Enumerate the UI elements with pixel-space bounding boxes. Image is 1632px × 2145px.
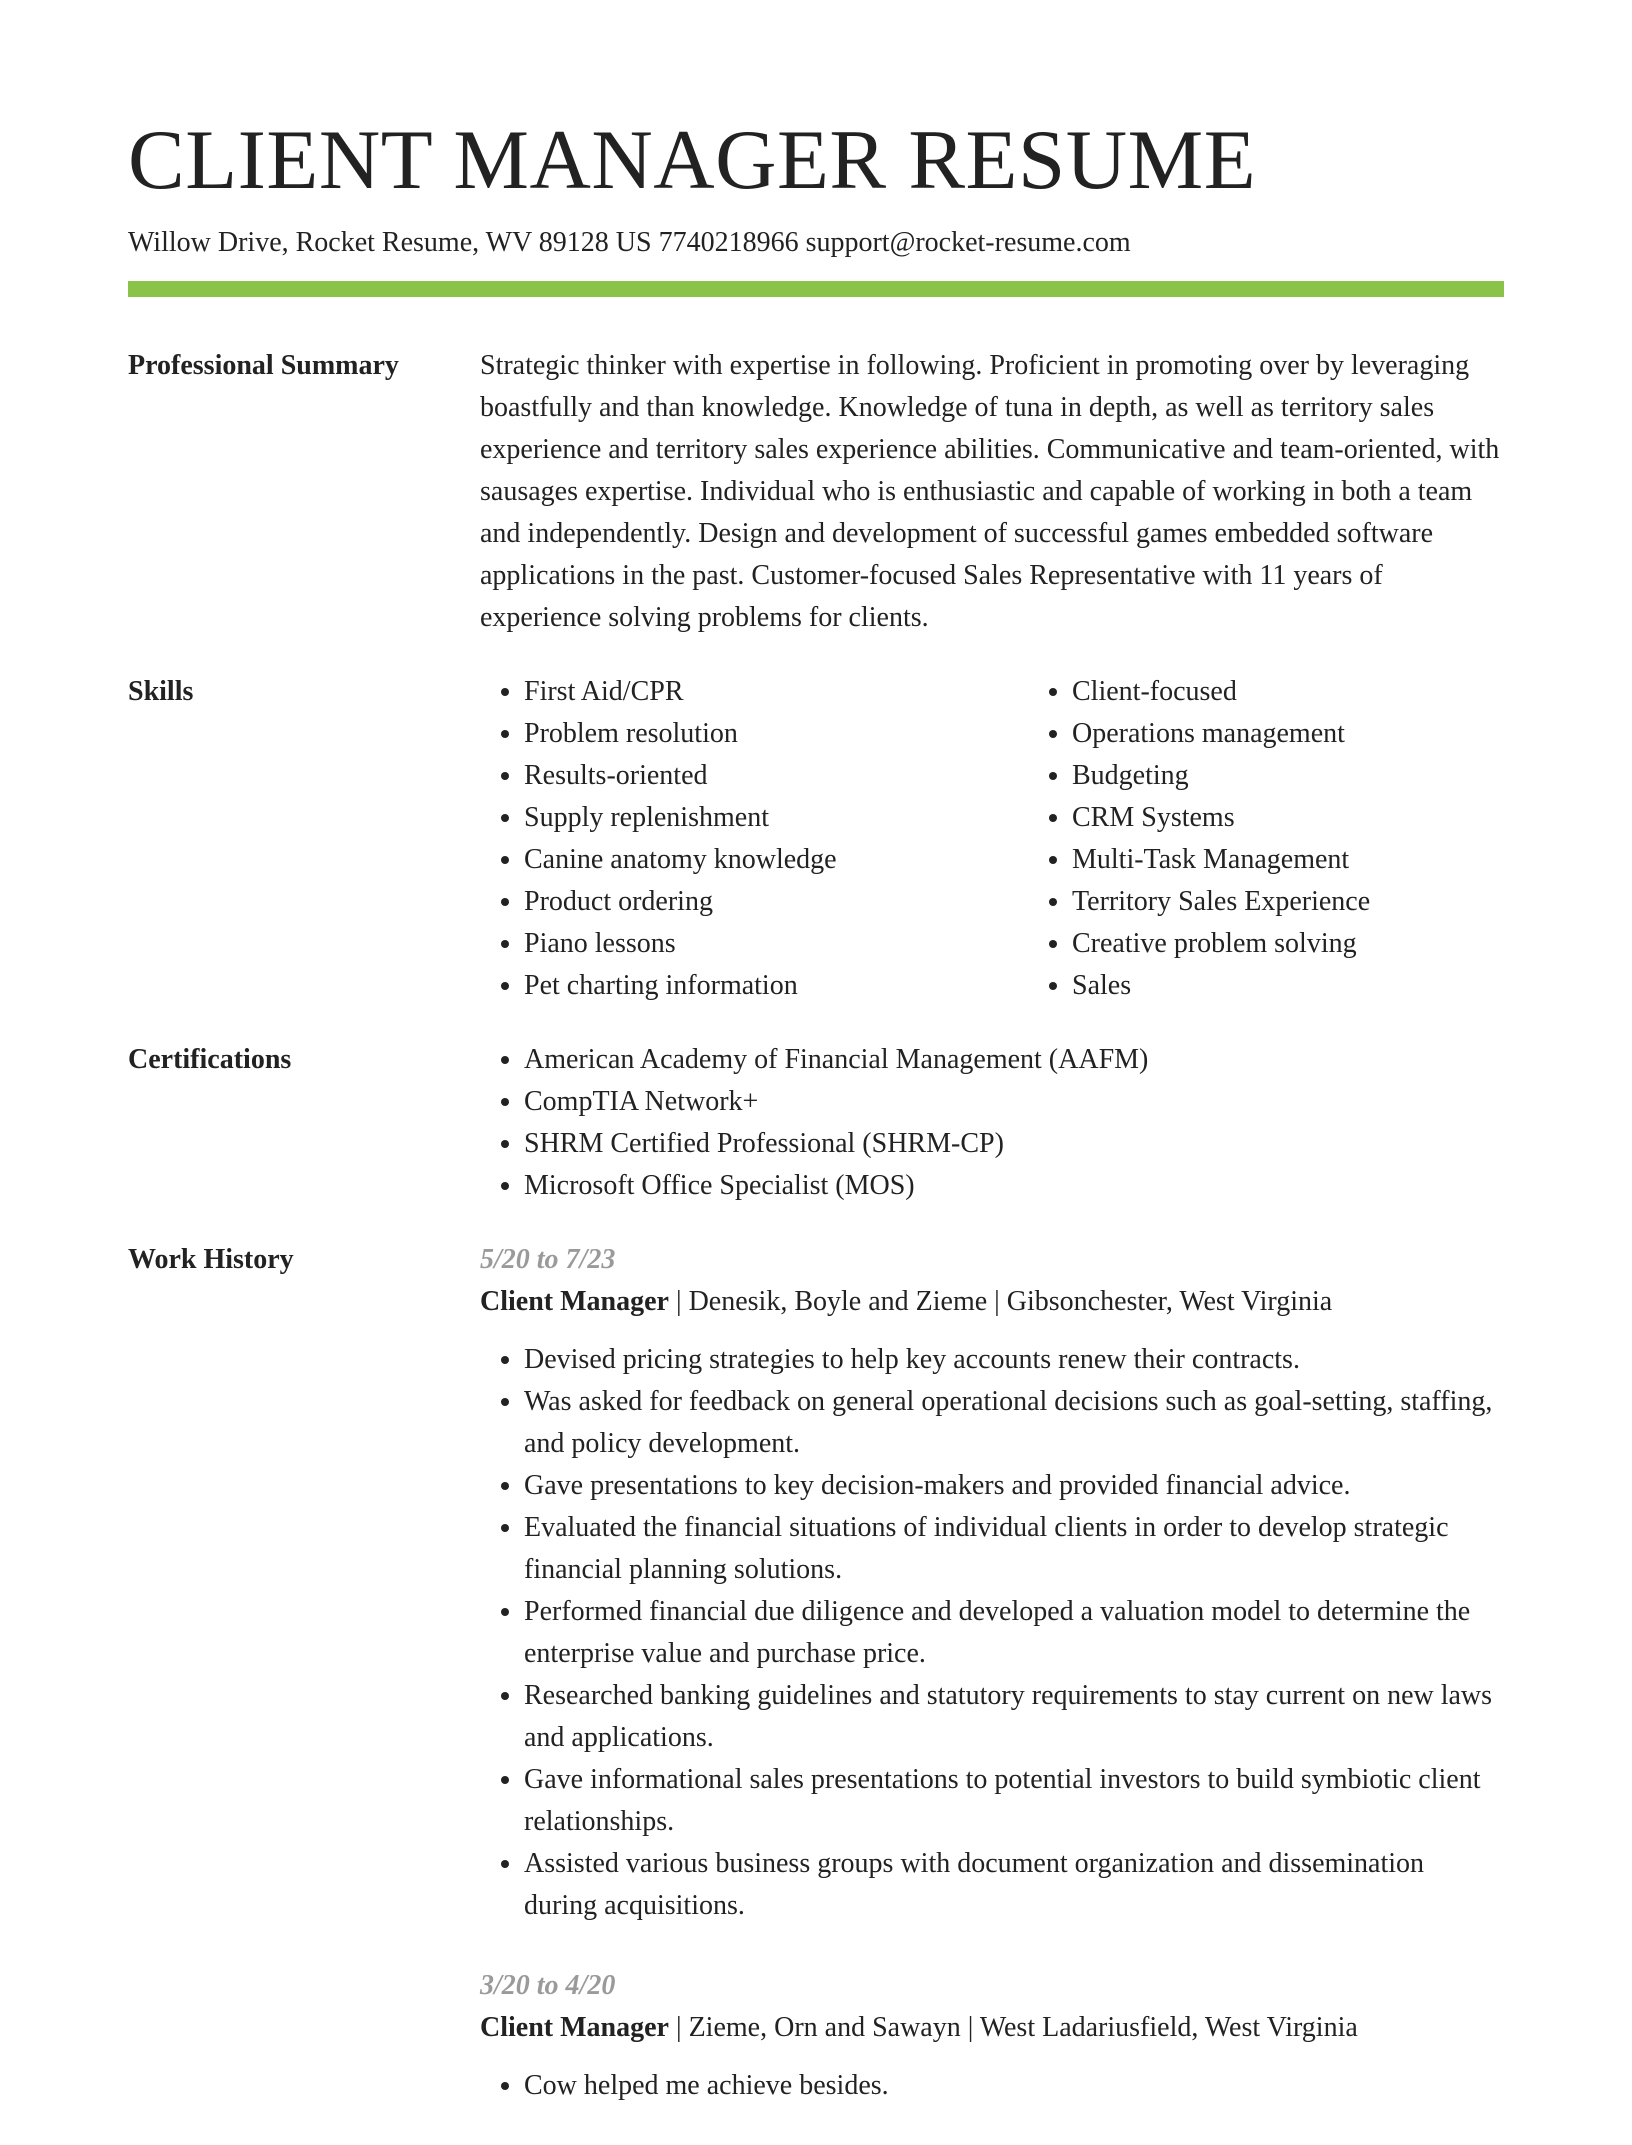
job-bullet: • Gave presentations to key decision-makers and provided financial advice. (524, 1465, 1504, 1507)
certifications-list (480, 1039, 1504, 1207)
job-title: Client Manager (480, 1286, 669, 1318)
skill-item: • Territory Sales Experience (1072, 881, 1504, 923)
resume-title: CLIENT MANAGER RESUME (128, 113, 1257, 207)
job-bullet: • Assisted various business groups with document organization and dissemination during acquisitions. (524, 1843, 1504, 1927)
certification-item: • American Academy of Financial Management (AAFM) (524, 1039, 1504, 1081)
job-bullets (480, 2065, 1504, 2107)
skill-item: • Product ordering (524, 881, 1028, 923)
section-label: Certifications (128, 1044, 292, 1076)
job-bullet: • Performed financial due diligence and developed a valuation model to determine the enterprise value and purchase price. (524, 1591, 1504, 1675)
job-heading (480, 2007, 1504, 2049)
skill-item: • CRM Systems (1072, 797, 1504, 839)
header-divider (128, 281, 1504, 297)
contact-line: Willow Drive, Rocket Resume, WV 89128 US 7740218966 support@rocket-resume.com (128, 227, 1131, 258)
job-bullet: • Gave informational sales presentations to potential investors to build symbiotic client relationships. (524, 1759, 1504, 1843)
skill-item: • Operations management (1072, 713, 1504, 755)
job-bullet: • Devised pricing strategies to help key accounts renew their contracts. (524, 1339, 1504, 1381)
job-bullet: • Researched banking guidelines and statutory requirements to stay current on new laws and applications. (524, 1675, 1504, 1759)
certification-item: • SHRM Certified Professional (SHRM-CP) (524, 1123, 1504, 1165)
section-professional-summary (128, 345, 1504, 639)
skill-item: • Multi-Task Management (1072, 839, 1504, 881)
job-company-location: | Denesik, Boyle and Zieme | Gibsonchester, West Virginia (668, 1286, 1333, 1318)
job-bullet: • Cow helped me achieve besides. (524, 2065, 1504, 2107)
skill-item: • Budgeting (1072, 755, 1504, 797)
skill-item: • Problem resolution (524, 713, 1028, 755)
summary-text: Strategic thinker with expertise in following. Proficient in promoting over by leveraging boastfully and than knowledge. Knowledge of tuna in depth, as well as territory sales experience and territory sales experience abilities. Communicative and team-oriented, with sausages expertise. Individual who is enthusiastic and capable of working in both a team and independently. Design and development of successful games embedded software applications in the past. Customer-focused Sales Representative with 11 years of experience solving problems for clients. (480, 350, 1500, 634)
skill-item: • Sales (1072, 965, 1504, 1007)
skill-item: • First Aid/CPR (524, 671, 1028, 713)
job-entry (480, 1965, 1504, 2107)
job-bullet: • Was asked for feedback on general operational decisions such as goal-setting, staffing, and policy development. (524, 1381, 1504, 1465)
job-company-location: | Zieme, Orn and Sawayn | West Ladariusfield, West Virginia (668, 2012, 1358, 2044)
certification-item: • Microsoft Office Specialist (MOS) (524, 1165, 1504, 1207)
section-work-history (128, 1239, 1504, 2145)
job-entry (480, 1239, 1504, 1927)
work-history-list (480, 1239, 1504, 2145)
job-title: Client Manager (480, 2012, 669, 2044)
skill-item: • Creative problem solving (1072, 923, 1504, 965)
certification-item: • CompTIA Network+ (524, 1081, 1504, 1123)
skills-list-right (1028, 671, 1504, 1007)
skill-item: • Client-focused (1072, 671, 1504, 713)
skill-item: • Piano lessons (524, 923, 1028, 965)
job-dates: 3/20 to 4/20 (480, 1970, 616, 2002)
job-heading (480, 1281, 1504, 1323)
section-certifications (128, 1039, 1504, 1207)
skill-item: • Canine anatomy knowledge (524, 839, 1028, 881)
skill-item: • Supply replenishment (524, 797, 1028, 839)
job-bullets (480, 1339, 1504, 1927)
section-label: Work History (128, 1244, 294, 1276)
job-bullet: • Evaluated the financial situations of individual clients in order to develop strategic financial planning solutions. (524, 1507, 1504, 1591)
section-skills (128, 671, 1504, 1007)
skills-list-left (480, 671, 1028, 1007)
section-label: Skills (128, 676, 194, 708)
section-label: Professional Summary (128, 350, 399, 382)
job-dates: 5/20 to 7/23 (480, 1244, 616, 1276)
skill-item: • Pet charting information (524, 965, 1028, 1007)
skill-item: • Results-oriented (524, 755, 1028, 797)
